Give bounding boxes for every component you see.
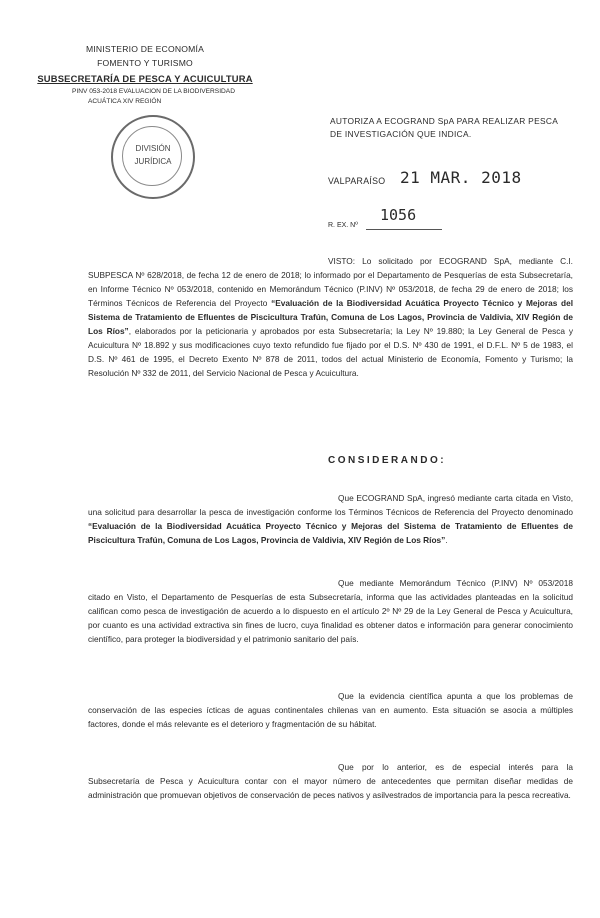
stamp-inner-ring — [122, 126, 182, 186]
considerando-2-text: Que mediante Memorándum Técnico (P.INV) Nº 053/2018 citado en Visto, el Departamento de Pesquerías de esta Subsecretaría, informa que las actividades planteadas en la solicitud califican como pesca de investigación de acuerdo a lo dispuesto en el artículo 2º Nº 29 de la Ley General de Pesca y Acuicultura, por cuanto es una actividad extractiva sin fines de lucro, cuya finalidad es obtener datos e información para generar conocimiento científico, para proteger la biodiversidad y el patrimonio sanitario del país. — [88, 578, 573, 644]
file-reference-region: ACUÁTICA XIV REGIÓN — [88, 98, 162, 105]
file-reference: PINV 053-2018 EVALUACION DE LA BIODIVERSIDAD — [72, 88, 235, 95]
considerando-2 — [88, 576, 573, 646]
considerando-1-project-title: “Evaluación de la Biodiversidad Acuática Proyecto Técnico y Mejoras del Sistema de Tratamiento de Efluentes de Piscicultura Trafún, Comuna de Los Lagos, Provincia de Valdivia, XIV Región de Los Ríos” — [88, 521, 573, 545]
division-juridica-stamp — [111, 115, 195, 199]
considerando-4 — [88, 760, 573, 802]
ministry-subname: FOMENTO Y TURISMO — [97, 58, 193, 68]
considerando-1-text: Que ECOGRAND SpA, ingresó mediante carta citada en Visto, una solicitud para desarrollar la pesca de investigación conforme los Términos Técnicos de Referencia del Proyecto denominado — [88, 493, 573, 517]
ministry-name: MINISTERIO DE ECONOMÍA — [85, 44, 205, 54]
rex-number: 1056 — [380, 206, 417, 224]
subsecretaria-name: SUBSECRETARÍA DE PESCA Y ACUICULTURA — [37, 73, 253, 84]
resolution-date: 21 MAR. 2018 — [400, 168, 522, 187]
resolution-summary: AUTORIZA A ECOGRAND SpA PARA REALIZAR PESCA DE INVESTIGACIÓN QUE INDICA. — [330, 116, 558, 139]
place-label: VALPARAÍSO — [328, 176, 386, 186]
considerando-1 — [88, 491, 573, 547]
visto-label: VISTO: — [328, 256, 356, 266]
stamp-line-1: DIVISIÓN — [135, 144, 171, 153]
rex-underline — [366, 229, 442, 230]
stamp-line-2: JURÍDICA — [134, 157, 172, 166]
rex-label: R. EX. Nº — [328, 222, 358, 229]
visto-text-2: , elaborados por la peticionaria y aprobados por esta Subsecretaría; la Ley Nº 19.880; la Ley General de Pesca y Acuicultura Nº 18.892 y sus modificaciones cuyo texto refundido fue fijado por el D.S. Nº 430 de 1991, el D.F.L. Nº 5 de 1983, el D.S. Nº 461 de 1995, el Decreto Exento Nº 878 de 2011, todos del actual Ministerio de Economía, Fomento y Turismo; la Resolución Nº 332 de 2011, del Servicio Nacional de Pesca y Acuicultura. — [88, 326, 574, 378]
visto-paragraph — [88, 254, 573, 380]
considerando-3-text: Que la evidencia científica apunta a que los problemas de conservación de las especies ícticas de aguas continentales chilenas van en aumento. Esta situación se asocia a múltiples factores, donde el más relevante es el deterioro y fragmentación de su hábitat. — [88, 691, 573, 729]
considerando-1-end: . — [445, 535, 448, 545]
considerando-3 — [88, 689, 573, 731]
visto-text-1: Lo solicitado por ECOGRAND SpA, mediante C.I. SUBPESCA Nº 628/2018, de fecha 12 de enero de 2018; lo informado por el Departamento de Pesquerías de esta Subsecretaría, en Informe Técnico Nº 053/2018, contenido en Memorándum Técnico (P.INV) Nº 053/2018, de fecha 29 de enero de 2018; los Términos Técnicos de Referencia del Proyecto — [88, 256, 573, 308]
visto-project-title: “Evaluación de la Biodiversidad Acuática Proyecto Técnico y Mejoras del Sistema de Tratamiento de Efluentes de Piscicultura Trafún, Comuna de Los Lagos, Provincia de Valdivia, XIV Región de Los Ríos” — [88, 298, 574, 336]
considerando-4-text: Que por lo anterior, es de especial interés para la Subsecretaría de Pesca y Acuicultura contar con el mayor número de antecedentes que permitan diseñar medidas de administración que promuevan objetivos de conservación de peces nativos y asilvestrados de importancia para la pesca recreativa. — [88, 762, 573, 800]
considerando-heading: CONSIDERANDO: — [328, 455, 447, 466]
